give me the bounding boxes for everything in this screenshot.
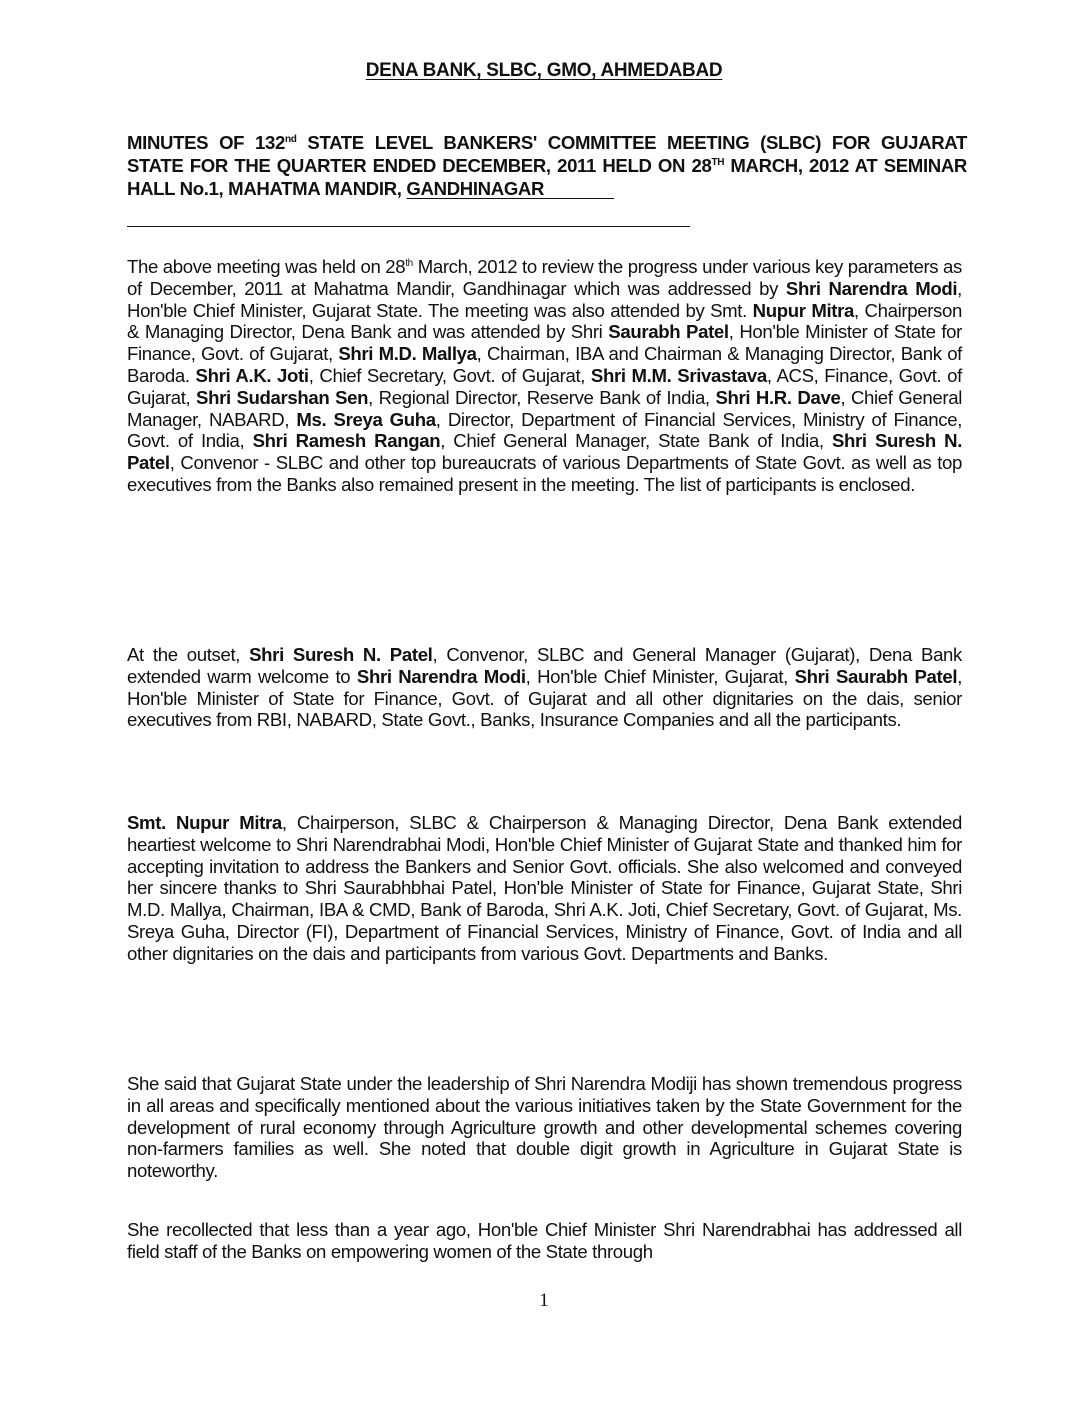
paragraph-text: , Director, Department of Financial Services, Ministry of Finance, Govt. of India, <box>127 408 963 452</box>
paragraph-text: , Regional Director, Reserve Bank of India, <box>368 386 716 408</box>
paragraph-text: , Convenor, SLBC and General Manager (Gujarat), Dena Bank extended warm welcome to <box>127 644 962 687</box>
paragraph-text: , Hon'ble Chief Minister, Gujarat, <box>525 665 795 687</box>
paragraph-text: The above meeting was held on 28 <box>127 256 406 277</box>
bold-name: Shri Sudarshan Sen <box>196 386 369 408</box>
paragraph-text: , Hon'ble Minister of State for Finance, Govt. of Gujarat, <box>127 321 963 365</box>
page-number: 1 <box>539 1290 549 1311</box>
bold-name: Shri Ramesh Rangan <box>252 430 441 452</box>
paragraph-text: , Hon'ble Minister of State for Finance, Govt. of Gujarat and all other dignitaries on the dais, senior executives from RBI, NABARD, State Govt., Banks, Insurance Companies and all the participants. <box>127 665 963 731</box>
paragraph-text: , Chairman, IBA and Chairman & Managing Director, Bank of Baroda. <box>127 343 962 386</box>
paragraph-text: , ACS, Finance, Govt. of Gujarat, <box>127 364 962 408</box>
title-separator-rule <box>127 226 690 227</box>
paragraph-text: She recollected that less than a year ago, Hon'ble Chief Minister Shri Narendrabhai has addressed all field staff of the Banks on empowering women of the State through <box>127 1219 962 1262</box>
ordinal-superscript: th <box>405 258 413 269</box>
paragraph-text: , Chief Secretary, Govt. of Gujarat, <box>308 364 591 386</box>
title-superscript: TH <box>711 157 725 168</box>
title-underlined-location: GANDHINAGAR <box>406 178 545 199</box>
organization-header-text: DENA BANK, SLBC, GMO, AHMEDABAD <box>365 60 723 81</box>
paragraph-chairperson-welcome <box>127 812 962 965</box>
bold-name: Nupur Mitra <box>752 299 855 321</box>
title-superscript: nd <box>285 134 297 145</box>
paragraph-text: , Chief General Manager, State Bank of India, <box>440 430 832 452</box>
paragraph-text: , Chief General Manager, NABARD, <box>127 386 962 430</box>
paragraph-text: , Convenor - SLBC and other top bureaucrats of various Departments of State Govt. as well as top executives from the Banks also remained present in the meeting. The list of participants is enclosed. <box>127 452 962 495</box>
paragraph-convenor-welcome <box>127 644 962 731</box>
bold-name: Shri Narendra Modi <box>785 277 958 299</box>
bold-name: Saurabh Patel <box>608 321 729 343</box>
organization-header <box>0 60 1088 82</box>
bold-name: Shri Suresh N. Patel <box>127 430 963 474</box>
bold-name: Shri Narendra Modi <box>356 665 526 687</box>
paragraph-text: March, 2012 to review the progress under various key parameters as of December, 2011 at Mahatma Mandir, Gandhinagar which was addressed by <box>127 256 962 299</box>
paragraph-meeting-overview <box>127 256 962 496</box>
title-trailing-underline <box>544 198 614 199</box>
bold-name: Shri A.K. Joti <box>195 364 309 386</box>
bold-name: Smt. Nupur Mitra <box>127 812 282 833</box>
bold-name: Shri M.D. Mallya <box>338 343 477 365</box>
paragraph-text: She said that Gujarat State under the leadership of Shri Narendra Modiji has shown tremendous progress in all areas and specifically mentioned about the various initiatives taken by the State Government for the development of rural economy through Agriculture growth and other developmental schemes covering non-farmers families as well. She noted that double digit growth in Agriculture in Gujarat State is noteworthy. <box>127 1073 962 1182</box>
paragraph-text: At the outset, <box>127 644 250 665</box>
bold-name: Shri Suresh N. Patel <box>249 644 433 665</box>
paragraph-gujarat-progress <box>127 1073 962 1182</box>
paragraph-women-empowerment <box>127 1219 962 1263</box>
bold-name: Shri H.R. Dave <box>715 386 841 408</box>
bold-name: Shri M.M. Srivastava <box>590 364 767 386</box>
title-text: MARCH, 2012 AT SEMINAR HALL No.1, MAHATMA MANDIR, <box>127 155 967 199</box>
title-text: MINUTES OF 132 <box>127 132 286 153</box>
paragraph-text: , Hon'ble Chief Minister, Gujarat State. The meeting was also attended by Smt. <box>127 277 962 321</box>
paragraph-text: , Chairperson & Managing Director, Dena Bank and was attended by Shri <box>127 299 962 343</box>
bold-name: Ms. Sreya Guha <box>296 408 436 430</box>
title-text: STATE LEVEL BANKERS' COMMITTEE MEETING (SLBC) FOR GUJARAT STATE FOR THE QUARTER ENDED DECEMBER, 2011 HELD ON 28 <box>127 132 968 176</box>
paragraph-text: , Chairperson, SLBC & Chairperson & Managing Director, Dena Bank extended heartiest welcome to Shri Narendrabhai Modi, Hon'ble Chief Minister of Gujarat State and thanked him for accepting invitation to address the Bankers and Senior Govt. officials. She also welcomed and conveyed her sincere thanks to Shri Saurabhbhai Patel, Hon'ble Minister of State for Finance, Gujarat State, Shri M.D. Mallya, Chairman, IBA & CMD, Bank of Baroda, Shri A.K. Joti, Chief Secretary, Govt. of Gujarat, Ms. Sreya Guha, Director (FI), Department of Financial Services, Ministry of Finance, Govt. of India and all other dignitaries on the dais and participants from various Govt. Departments and Banks. <box>127 812 963 964</box>
minutes-title <box>127 131 967 200</box>
bold-name: Shri Saurabh Patel <box>794 665 958 687</box>
